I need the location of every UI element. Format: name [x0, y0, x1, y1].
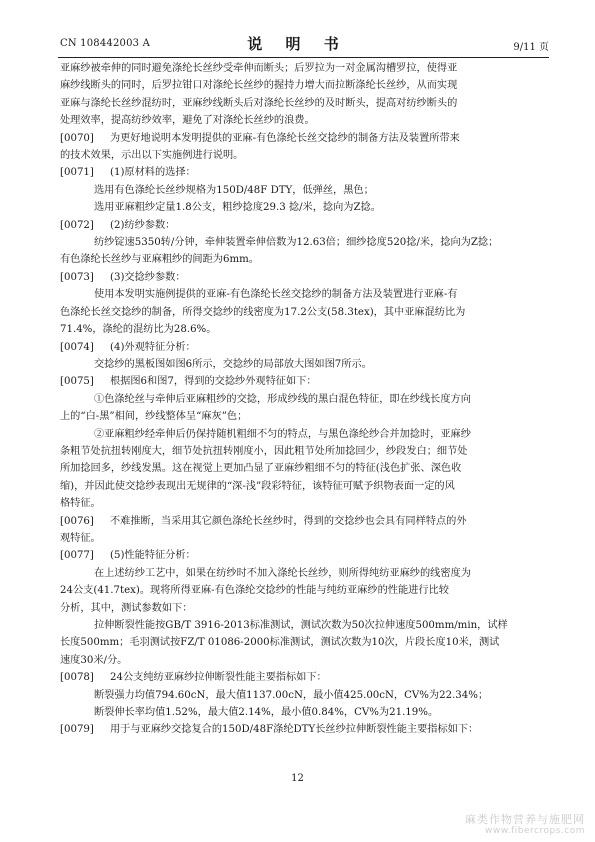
line-text: 不难推断，当采用其它颜色涤纶长丝纱时，得到的交捻纱也会具有同样特点的外 — [110, 515, 467, 527]
paragraph-line — [60, 321, 548, 338]
line-text: 色涤纶长丝交捻纱的制备，所得交捻纱的线密度为17.2公支(58.3tex)，其中亚麻混纺比为 — [60, 306, 466, 318]
paragraph-number: [0071] — [60, 167, 94, 179]
document-body — [60, 60, 548, 739]
watermark-url: www.fibercrops.com — [485, 826, 585, 836]
paragraph-line — [60, 408, 548, 425]
line-text: 长度500mm；毛羽测试按FZ/T 01086-2000标准测试，测试次数为10次，片段长度10米，测试 — [60, 637, 500, 649]
paragraph-line-numbered — [60, 339, 548, 356]
line-text: 观特征。 — [60, 532, 101, 544]
line-text: 断裂强力均值794.60cN，最大值1137.00cN，最小值425.00cN，CV%为22.34%； — [94, 689, 489, 701]
paragraph-number: [0079] — [60, 724, 94, 736]
line-text: 速度30米/分。 — [60, 654, 128, 666]
paragraph-line-numbered — [60, 130, 548, 147]
paragraph-line — [60, 582, 548, 599]
line-text: 上的“白-黑”相间，纱线整体呈“麻灰”色； — [60, 411, 248, 423]
paragraph-line — [60, 426, 548, 443]
paragraph-number: [0074] — [60, 341, 94, 353]
header-rule — [58, 57, 549, 58]
paragraph-line — [60, 652, 548, 669]
line-text: 缩)，并因此使交捻纱表现出无规律的“深-浅”段彩特征，该特征可赋予织物表面一定的风 — [60, 480, 455, 492]
watermark-text: 麻类作物营养与施肥网 — [465, 813, 585, 826]
paragraph-line — [60, 478, 548, 495]
paragraph-number: [0075] — [60, 376, 94, 388]
line-text: (3)交捻纱参数： — [110, 271, 186, 283]
line-text: 用于与亚麻纱交捻复合的150D/48F涤纶DTY长丝纱拉伸断裂性能主要指标如下： — [110, 724, 479, 736]
paragraph-line-numbered — [60, 269, 548, 286]
paragraph-line — [60, 687, 548, 704]
paragraph-number: [0078] — [60, 672, 94, 684]
line-text: 条粗节处抗扭转刚度大，细节处抗扭转刚度小，因此粗节处所加捻回少，纱段发白；细节处 — [60, 445, 468, 457]
line-text: 断裂伸长率均值1.52%，最大值2.14%，最小值0.84%，CV%为21.19%。 — [94, 707, 439, 719]
line-text: 处理效率，提高纺纱效率，避免了对涤纶长丝纱的浪费。 — [60, 115, 315, 127]
paragraph-line — [60, 565, 548, 582]
paragraph-line — [60, 77, 548, 94]
line-text: 选用有色涤纶长丝纱规格为150D/48F DTY，低弹丝，黑色； — [94, 184, 374, 196]
paragraph-line — [60, 286, 548, 303]
line-text: ①色涤纶丝与牵伸后亚麻粗纱的交捻，形成纱线的黑白混色特征，即在纱线长度方向 — [94, 393, 471, 405]
line-text: 亚麻纱被牵伸的同时避免涤纶长丝纱受牵伸而断头；后罗拉为一对金属沟槽罗拉，使得亚 — [60, 63, 458, 74]
paragraph-line — [60, 356, 548, 373]
paragraph-line — [60, 304, 548, 321]
line-text: (1)原材料的选择： — [110, 167, 196, 179]
document-title: 说 明 书 — [247, 35, 348, 53]
line-text: 为更好地说明本发明提供的亚麻-有色涤纶长丝交捻纱的制备方法及装置所带来 — [110, 132, 460, 144]
line-text: (2)纺纱参数： — [110, 219, 176, 231]
paragraph-line-numbered — [60, 547, 548, 564]
paragraph-line — [60, 530, 548, 547]
line-text: 亚麻与涤纶长丝纱混纺时，亚麻纱线断头后对涤纶长丝纱的及时断头，提高对纺纱断头的 — [60, 97, 458, 109]
line-text: 使用本发明实施例提供的亚麻-有色涤纶长丝交捻纱的制备方法及装置进行亚麻-有 — [94, 289, 458, 301]
paragraph-line — [60, 251, 548, 268]
page-number: 12 — [291, 773, 304, 784]
paragraph-number: [0077] — [60, 550, 94, 562]
paragraph-line — [60, 182, 548, 199]
line-text: ②亚麻粗纱经牵伸后仍保持随机粗细不匀的特点，与黑色涤纶纱合并加捻时，亚麻纱 — [94, 428, 471, 440]
paragraph-number: [0070] — [60, 132, 94, 144]
paragraph-line-numbered — [60, 373, 548, 390]
line-text: 根据图6和图7，得到的交捻纱外观特征如下： — [110, 376, 317, 388]
paragraph-line — [60, 443, 548, 460]
line-text: 拉伸断裂性能按GB/T 3916-2013标准测试，测试次数为50次拉伸速度500mm/min，试样 — [94, 620, 508, 631]
line-text: 交捻纱的黑板图如图6所示，交捻纱的局部放大图如图7所示。 — [94, 358, 372, 370]
line-text: 分析，其中，测试参数如下： — [60, 602, 193, 614]
paragraph-line — [60, 95, 548, 112]
paragraph-line — [60, 199, 548, 216]
paragraph-line-numbered — [60, 513, 548, 530]
paragraph-line — [60, 234, 548, 251]
line-text: (4)外观特征分析： — [110, 341, 196, 353]
paragraph-line — [60, 147, 548, 164]
paragraph-line — [60, 495, 548, 512]
line-text: 24公支(41.7tex)。现将所得亚麻-有色涤纶交捻纱的性能与纯纺亚麻纱的性能进行比较 — [60, 585, 449, 597]
page-indicator: 9/11 页 — [513, 42, 549, 53]
paragraph-number: [0072] — [60, 219, 94, 231]
paragraph-number: [0073] — [60, 271, 94, 283]
paragraph-line-numbered — [60, 217, 548, 234]
line-text: 在上述纺纱工艺中，如果在纺纱时不加入涤纶长丝纱，则所得纯纺亚麻纱的线密度为 — [94, 567, 471, 579]
line-text: 麻纱线断头的同时，后罗拉钳口对涤纶长丝纱的握持力增大而拉断涤纶长丝纱，从而实现 — [60, 80, 458, 92]
paragraph-line — [60, 391, 548, 408]
paragraph-line-numbered — [60, 669, 548, 686]
line-text: 71.4%，涤纶的混纺比为28.6%。 — [60, 324, 217, 336]
line-text: 选用亚麻粗纱定量1.8公支，粗纱捻度29.3 捻/米，捻向为Z捻。 — [94, 202, 381, 214]
paragraph-line — [60, 634, 548, 651]
paragraph-line-numbered — [60, 721, 548, 738]
paragraph-line — [60, 460, 548, 477]
publication-number: CN 108442003 A — [60, 38, 151, 49]
line-text: 纺纱锭速5350转/分钟，牵伸装置牵伸倍数为12.63倍；细纱捻度520捻/米，捻向为Z捻； — [94, 237, 499, 249]
line-text: 的技术效果，示出以下实施例进行说明。 — [60, 150, 244, 162]
line-text: 格特征。 — [60, 498, 101, 510]
paragraph-line — [60, 704, 548, 721]
line-text: (5)性能特征分析： — [110, 550, 196, 562]
paragraph-line-numbered — [60, 164, 548, 181]
paragraph-line — [60, 112, 548, 129]
line-text: 所加捻回多，纱线发黑。这在视觉上更加凸显了亚麻纱粗细不匀的特征(浅色扩张、深色收 — [60, 463, 462, 475]
paragraph-number: [0076] — [60, 515, 94, 527]
line-text: 24公支纯纺亚麻纱拉伸断裂性能主要指标如下： — [110, 672, 327, 684]
line-text: 有色涤纶长丝纱与亚麻粗纱的间距为6mm。 — [60, 254, 259, 266]
paragraph-line — [60, 617, 548, 634]
paragraph-line — [60, 60, 548, 77]
paragraph-line — [60, 600, 548, 617]
page-header — [0, 0, 595, 66]
